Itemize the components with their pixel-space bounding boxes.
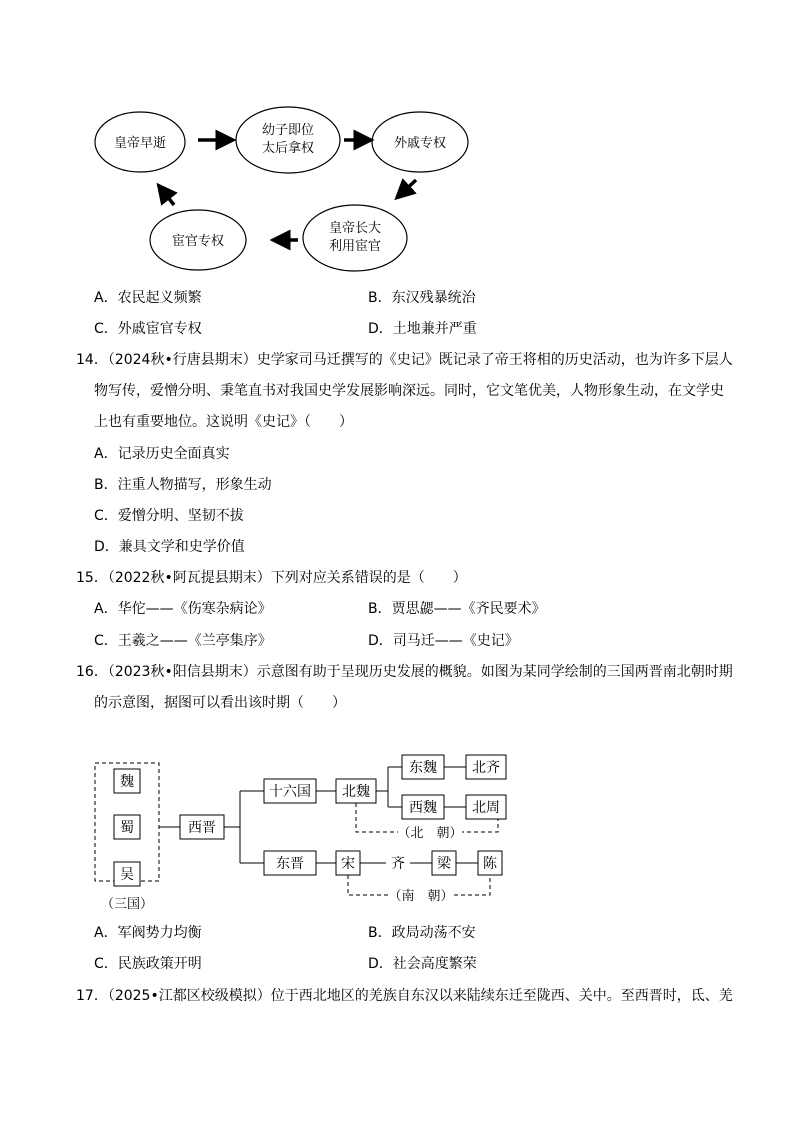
cycle-node-emperor-grows [303, 205, 407, 271]
cycle-arrow [402, 180, 416, 193]
q14-stem-line1: 14．（2024秋•行唐县期末）史学家司马迁撰写的《史记》既记录了帝王将相的历史活动，也为许多下层人 [76, 352, 733, 368]
q14-option-d: D．兼具文学和史学价值 [94, 539, 245, 555]
cycle-node-consort-clan [372, 112, 468, 172]
label-song: 宋 [341, 856, 355, 872]
cycle-node-label: 外戚专权 [393, 136, 447, 151]
q17-stem-line1: 17．（2025•江都区校级模拟）位于西北地区的羌族自东汉以来陆续东迁至陇西、关中。至西晋时，氐、羌 [76, 988, 733, 1004]
q15-stem: 15．（2022秋•阿瓦提县期末）下列对应关系错误的是（ ） [76, 570, 467, 586]
label-beiwei: 北魏 [342, 784, 370, 800]
q14-option-c: C．爱憎分明、坚韧不拔 [94, 508, 244, 524]
cycle-node-label: 皇帝早逝 [113, 136, 167, 151]
label-wei: 魏 [120, 774, 134, 790]
label-xiwei: 西魏 [409, 800, 437, 816]
q13-option-c: C．外戚宦官专权 [94, 321, 202, 337]
q16-option-c: C．民族政策开明 [94, 956, 202, 972]
q13-option-d: D．土地兼并严重 [368, 321, 477, 337]
label-sixteen-kingdoms: 十六国 [269, 784, 311, 800]
dynasty-diagram [80, 745, 520, 920]
q14-stem-line3: 上也有重要地位。这说明《史记》（ ） [94, 414, 353, 430]
label-southern-dynasties: （南 朝） [388, 889, 454, 904]
label-dongjin: 东晋 [276, 856, 304, 872]
cycle-node-young-son [236, 107, 340, 173]
q16-option-d: D．社会高度繁荣 [368, 956, 477, 972]
q16-option-b: B．政局动荡不安 [368, 925, 476, 941]
q16-stem-line2: 的示意图，据图可以看出该时期（ ） [94, 695, 346, 711]
q13-option-b: B．东汉残暴统治 [368, 290, 476, 306]
q15-option-a: A．华佗——《伤寒杂病论》 [94, 601, 272, 617]
q15-option-d: D．司马迁——《史记》 [368, 633, 519, 649]
label-beizhou: 北周 [472, 800, 500, 816]
q14-stem-line2: 物写传，爱憎分明、秉笔直书对我国史学发展影响深远。同时，它文笔优美，人物形象生动，在文学史 [94, 383, 724, 399]
label-xijin: 西晋 [188, 820, 216, 836]
cycle-node-label: 幼子即位 [261, 123, 315, 138]
label-liang: 梁 [437, 856, 451, 872]
label-beiqi: 北齐 [472, 760, 500, 776]
cycle-arrow [163, 191, 174, 205]
cycle-node-label: 利用宦官 [328, 239, 382, 254]
cycle-diagram [80, 100, 480, 280]
q15-option-b: B．贾思勰——《齐民要术》 [368, 601, 546, 617]
q15-option-c: C．王羲之——《兰亭集序》 [94, 633, 272, 649]
label-three-kingdoms: （三国） [100, 897, 154, 912]
label-wu: 吴 [120, 867, 134, 883]
q14-option-b: B．注重人物描写，形象生动 [94, 477, 272, 493]
label-dongwei: 东魏 [409, 760, 437, 776]
q16-stem-line1: 16．（2023秋•阳信县期末）示意图有助于呈现历史发展的概貌。如图为某同学绘制的三国两晋南北朝时期 [76, 664, 733, 680]
q16-option-a: A．军阀势力均衡 [94, 925, 202, 941]
label-shu: 蜀 [120, 820, 134, 836]
label-northern-dynasties: （北 朝） [397, 826, 463, 841]
cycle-node-emperor-dies [95, 112, 185, 172]
label-chen: 陈 [483, 856, 497, 872]
cycle-node-label: 太后拿权 [261, 141, 315, 156]
cycle-node-label: 皇帝长大 [328, 221, 382, 236]
q14-option-a: A．记录历史全面真实 [94, 446, 230, 462]
label-qi: 齐 [391, 856, 405, 872]
q13-option-a: A．农民起义频繁 [94, 290, 202, 306]
cycle-node-label: 宦官专权 [171, 234, 225, 249]
cycle-node-eunuchs [150, 210, 246, 270]
